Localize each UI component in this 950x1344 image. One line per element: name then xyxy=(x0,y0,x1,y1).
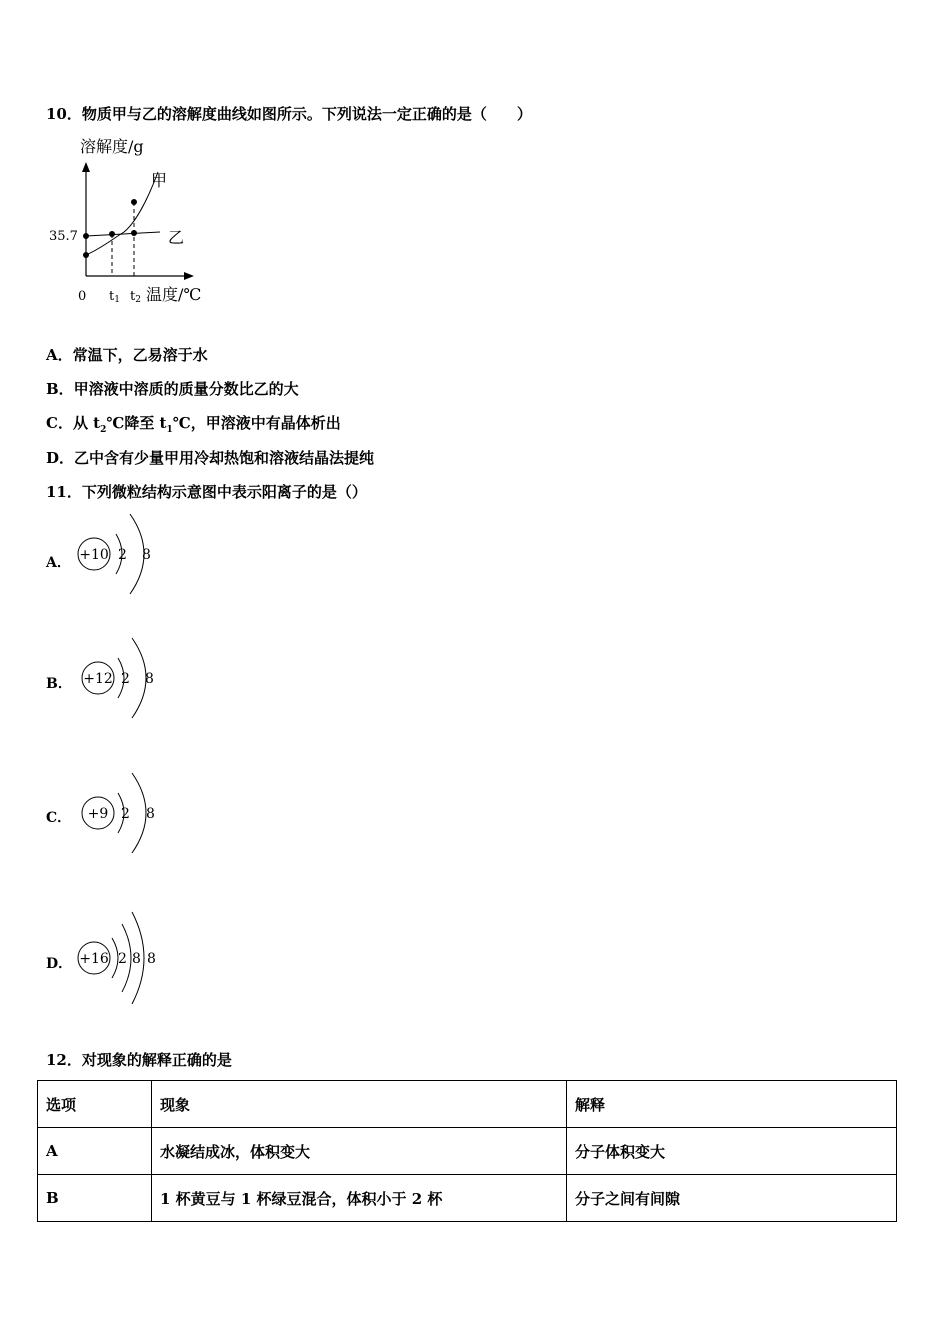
origin-label: 0 xyxy=(78,289,87,304)
q10-option-d[interactable]: D．乙中含有少量甲用冷却热饱和溶液结晶法提纯 xyxy=(46,449,375,467)
y-axis-arrow xyxy=(82,162,90,172)
shell-count-2: 8 xyxy=(146,806,155,822)
question-10-stem: 10．物质甲与乙的溶解度曲线如图所示。下列说法一定正确的是（ ） xyxy=(46,105,532,123)
solubility-chart xyxy=(40,130,220,315)
q10-option-a[interactable]: A．常温下，乙易溶于水 xyxy=(46,346,208,364)
chart-ylabel: 溶解度/g xyxy=(80,137,144,156)
x-axis-arrow xyxy=(184,272,194,280)
point-yi-start xyxy=(83,233,89,239)
row-option: B xyxy=(38,1175,152,1222)
shell-count-3: 8 xyxy=(147,951,156,967)
atom-diagram-d xyxy=(72,902,182,1012)
q11-option-c-label[interactable]: C． xyxy=(46,810,72,826)
table-row xyxy=(38,1128,897,1175)
row-phenomenon: 水凝结成冰，体积变大 xyxy=(152,1128,567,1175)
point-jia-t2 xyxy=(131,199,137,205)
q11-option-d-label[interactable]: D． xyxy=(46,956,73,972)
header-explanation: 解释 xyxy=(567,1081,897,1128)
atom-diagram-c xyxy=(72,769,172,859)
nucleus-charge: +16 xyxy=(79,951,109,967)
shell-count-1: 2 xyxy=(118,547,127,563)
label-jia: 甲 xyxy=(151,171,168,190)
shell-count-2: 8 xyxy=(142,547,151,563)
shell-count-1: 2 xyxy=(121,671,130,687)
explanation-table xyxy=(37,1080,897,1222)
header-phenomenon: 现象 xyxy=(152,1081,567,1128)
shell-count-2: 8 xyxy=(132,951,141,967)
nucleus-charge: +12 xyxy=(83,671,113,687)
q11-option-b-label[interactable]: B． xyxy=(46,676,72,692)
question-12-stem: 12．对现象的解释正确的是 xyxy=(46,1051,232,1069)
point-intersection xyxy=(109,231,115,237)
shell-arc-2 xyxy=(132,638,146,718)
point-jia-start xyxy=(83,252,89,258)
row-explanation: 分子之间有间隙 xyxy=(567,1175,897,1222)
point-yi-t2 xyxy=(131,230,137,236)
q11-option-a-label[interactable]: A． xyxy=(46,555,71,571)
shell-count-1: 2 xyxy=(121,806,130,822)
tick-t2: t2 xyxy=(130,289,141,305)
shell-count-2: 8 xyxy=(145,671,154,687)
row-explanation: 分子体积变大 xyxy=(567,1128,897,1175)
nucleus-charge: +10 xyxy=(79,547,109,563)
nucleus-charge: +9 xyxy=(87,806,109,822)
tick-t1: t1 xyxy=(109,289,120,305)
q10-option-c[interactable]: C．从 $t_2℃$降至 $t_1℃$，甲溶液中有晶体析出 xyxy=(46,414,341,435)
header-option: 选项 xyxy=(38,1081,152,1128)
label-yi: 乙 xyxy=(168,228,185,247)
row-option: A xyxy=(38,1128,152,1175)
atom-diagram-b xyxy=(72,634,172,724)
shell-arc-2 xyxy=(132,773,146,853)
shell-count-1: 2 xyxy=(118,951,127,967)
table-row xyxy=(38,1175,897,1222)
q10-option-b[interactable]: B．甲溶液中溶质的质量分数比乙的大 xyxy=(46,380,299,398)
chart-xlabel: 温度/℃ xyxy=(146,285,202,304)
atom-diagram-a xyxy=(72,510,172,600)
row-phenomenon: 1 杯黄豆与 1 杯绿豆混合，体积小于 2 杯 xyxy=(152,1175,567,1222)
value-label-35-7: 35.7 xyxy=(49,229,78,244)
question-11-stem: 11．下列微粒结构示意图中表示阳离子的是（） xyxy=(46,483,367,501)
table-header-row xyxy=(38,1081,897,1128)
curve-jia xyxy=(86,172,158,255)
